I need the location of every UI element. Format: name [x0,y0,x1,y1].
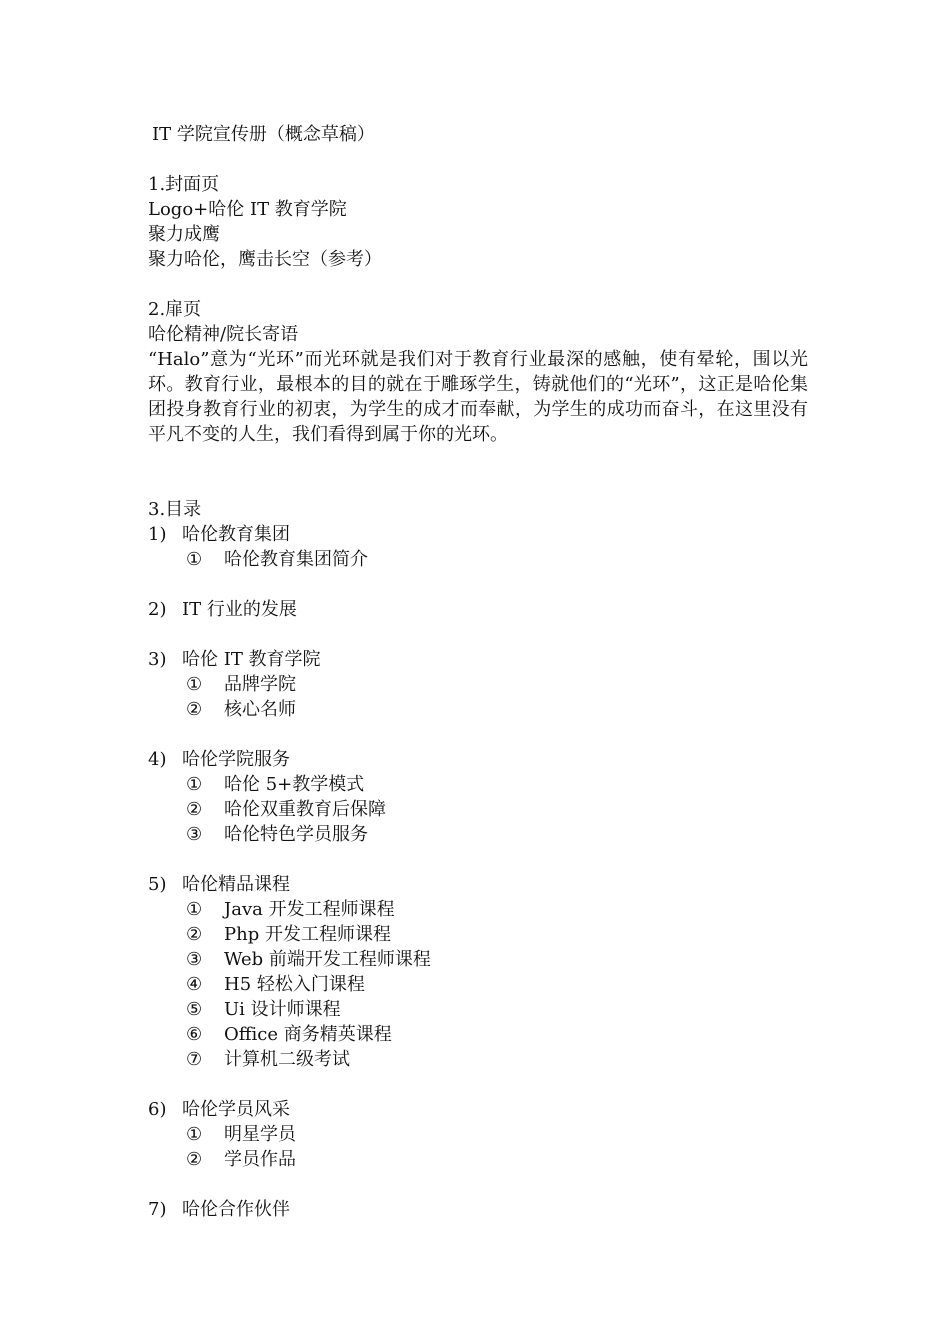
toc-subitem [148,697,808,722]
toc-item-number: 6) [148,1099,167,1120]
toc-subitem-label: 哈伦双重教育后保障 [224,799,386,820]
toc-subitem [148,922,808,947]
toc-subitem [148,772,808,797]
toc-item [148,522,808,547]
toc-item-label: 哈伦合作伙伴 [182,1199,290,1220]
toc-item-label: 哈伦精品课程 [182,874,290,895]
toc-subitem [148,897,808,922]
toc-subitem-number: ③ [186,949,203,970]
toc-item-label: IT 行业的发展 [182,599,297,620]
toc-subitem-label: Php 开发工程师课程 [224,924,391,945]
toc-item [148,597,808,622]
toc-item [148,747,808,772]
toc-subitem-label: 计算机二级考试 [224,1049,350,1070]
toc-subitem-number: ② [186,924,203,945]
toc-subitem-number: ① [186,549,203,570]
cover-line: Logo+哈伦 IT 教育学院 [148,199,347,220]
toc-item-number: 2) [148,599,167,620]
document-title: IT 学院宣传册（概念草稿） [152,124,375,145]
toc-subitem-label: 明星学员 [224,1124,296,1145]
toc-item-number: 5) [148,874,167,895]
toc-item-label: 哈伦学院服务 [182,749,290,770]
toc-subitem-number: ② [186,699,203,720]
toc-item-label: 哈伦学员风采 [182,1099,290,1120]
toc-subitem-label: H5 轻松入门课程 [224,974,365,995]
toc-subitem [148,822,808,847]
flyleaf-subtitle: 哈伦精神/院长寄语 [148,324,299,345]
toc-subitem [148,1147,808,1172]
toc-subitem-label: 学员作品 [224,1149,296,1170]
toc-subitem [148,672,808,697]
toc-subitem-number: ④ [186,974,203,995]
toc-item-number: 4) [148,749,167,770]
toc-subitem-label: Ui 设计师课程 [224,999,341,1020]
toc-subitem-label: Java 开发工程师课程 [224,899,395,920]
toc-subitem-number: ③ [186,824,203,845]
toc-subitem-number: ⑥ [186,1024,203,1045]
toc-list [148,522,808,1222]
toc-subitem [148,972,808,997]
toc-subitem-number: ① [186,1124,203,1145]
toc-subitem [148,947,808,972]
cover-line: 聚力哈伦，鹰击长空（参考） [148,249,382,270]
cover-heading: 1.封面页 [148,174,220,195]
toc-subitem-label: 哈伦特色学员服务 [224,824,368,845]
toc-subitem-number: ① [186,899,203,920]
toc-subitem-label: 核心名师 [224,699,296,720]
toc-heading: 3.目录 [148,499,202,520]
toc-subitem-label: Web 前端开发工程师课程 [224,949,431,970]
toc-subitem-number: ② [186,1149,203,1170]
toc-subitem-number: ⑦ [186,1049,203,1070]
toc-subitem [148,997,808,1022]
toc-subitem [148,1047,808,1072]
toc-subitem [148,797,808,822]
cover-line: 聚力成鹰 [148,224,220,245]
toc-subitem-label: Office 商务精英课程 [224,1024,392,1045]
toc-subitem-label: 哈伦教育集团简介 [224,549,368,570]
toc-item-number: 1) [148,524,167,545]
toc-subitem-number: ① [186,674,203,695]
toc-subitem [148,1022,808,1047]
flyleaf-paragraph: “Halo”意为“光环”而光环就是我们对于教育行业最深的感触，使有晕轮，围以光环。教育行业，最根本的目的就在于雕琢学生，铸就他们的“光环”，这正是哈伦集团投身教育行业的初衷，为学生的成才而奉献，为学生的成功而奋斗，在这里没有平凡不变的人生，我们看得到属于你的光环。 [148,349,808,445]
toc-item-number: 3) [148,649,167,670]
toc-item [148,1097,808,1122]
toc-subitem-number: ① [186,774,203,795]
toc-item-label: 哈伦 IT 教育学院 [182,649,321,670]
toc-subitem [148,1122,808,1147]
toc-subitem [148,547,808,572]
toc-item [148,872,808,897]
document-page [148,122,808,1222]
toc-item-label: 哈伦教育集团 [182,524,290,545]
toc-item [148,647,808,672]
toc-item [148,1197,808,1222]
toc-subitem-label: 品牌学院 [224,674,296,695]
toc-subitem-number: ⑤ [186,999,203,1020]
toc-subitem-number: ② [186,799,203,820]
flyleaf-heading: 2.扉页 [148,299,202,320]
toc-subitem-label: 哈伦 5+教学模式 [224,774,365,795]
toc-item-number: 7) [148,1199,167,1220]
